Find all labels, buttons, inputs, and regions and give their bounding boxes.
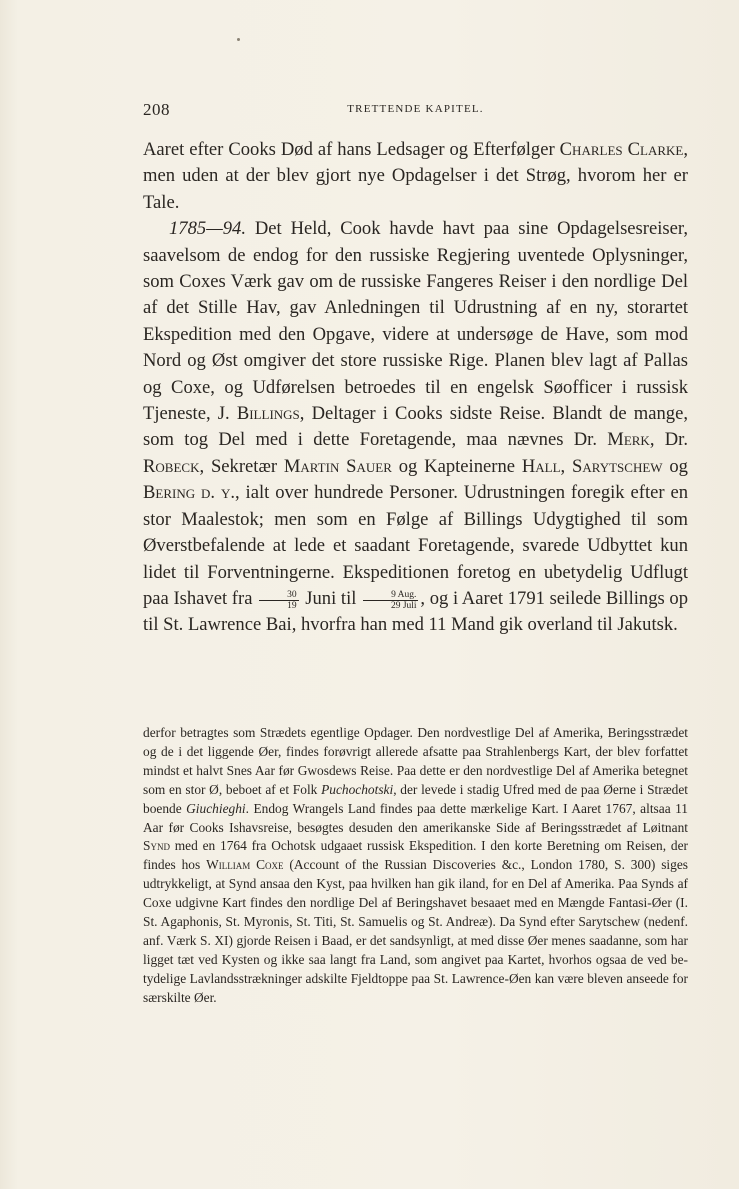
footnote	[143, 724, 688, 1008]
date-fraction-august	[363, 590, 418, 611]
name-martin-sauer: Martin Sauer	[283, 455, 392, 477]
fraction-numerator: 30	[259, 590, 299, 601]
text-run: og	[662, 455, 688, 477]
fraction-denominator: 19	[287, 600, 297, 611]
text-run: , og i Aaret 1791 seilede Billings op til St. Lawrence Bai, hvorfra han med 11 Mand gik overland til Jakutsk.	[143, 587, 688, 636]
text-run: ,	[560, 455, 573, 477]
fraction-numerator: 9 Aug.	[363, 590, 418, 601]
footnote-paragraph	[143, 724, 688, 1008]
text-run: . Endog Wrangels Land findes paa dette mærkelige Kart. I Aaret 1767, altsaa 11 Aar før Cooks Ishavsreise, besøgtes desuden den amerikanske Side af Beringsstrædet af Løitnant	[143, 800, 688, 835]
text-run: med en 1764 fra Ochotsk udgaaet russisk Ekspedition. I den korte Beretning om Reisen, der findes hos	[143, 838, 688, 873]
people-giuchieghi: Giuchieghi	[186, 800, 246, 816]
text-run: , Dr.	[649, 429, 689, 451]
text-run: derfor betragtes som Strædets egentlige Opdager. Den nordvestlige Del af Amerika, Beringsstrædet og de i det liggende Øer, findes forøvrigt allerede afsatte paa Strahlenbergs Kart, der blev forfattet mindst et halvt Snes Aar før Gwosdews Reise. Paa dette er den nordvestlige Del af Amerika betegnet som en stor Ø, beboet af et Folk	[143, 725, 688, 797]
page-header	[143, 100, 688, 122]
year-range: 1785—94.	[169, 218, 246, 240]
paragraph-clarke	[143, 137, 688, 216]
name-billings: Billings	[236, 403, 300, 425]
text-run: , ialt over hundrede Personer. Udrustningen foregik efter en stor Maalestok; men som en Følge af Billings Udygtighed til som Øverstbefalende at lede et saadant Foretagende, svarede Udbyttet kun lidet til Forventningerne. Ekspeditionen foretog en ubetydelig Udflugt paa Ishavet fra	[143, 482, 688, 609]
name-synd: Synd	[143, 838, 170, 854]
name-william-coxe: William Coxe	[206, 857, 284, 873]
fraction-denominator: 29 Juli	[390, 600, 417, 611]
date-fraction-june	[259, 590, 299, 611]
text-run: (Account of the Russian Discoveries &c., London 1780, S. 300) siges udtrykkeligt, at Synd ansaa den Kyst, paa hvilken han gik iland, for en Del af Amerika. Paa Synds af Coxe udgivne Kart findes den nordlige Del af Beringshavet besaaet med en Mængde Fantasi-Øer (I. St. Agaphonis, St. Myronis, St. Titi, St. Samuelis og St. Andreæ). Da Synd efter Sarytschew (nedenf. anf. Værk S. XI) gjorde Reisen i Baad, er det sandsynligt, at med disse Øer menes saadanne, som har ligget tæt ved Kysten og ikke saa langt fra Land, som angivet paa Kartet, hvorhos ogsaa de ved betydelige Lavlandsstrækninger adskilte Fjeldtoppe paa St. Lawrence-Øen kan være bleven anseede for særskilte Øer.	[143, 857, 689, 1005]
text-run: Juni til	[300, 587, 362, 609]
text-run: , der levede i stadig Ufred med de paa Øerne i Strædet boende	[143, 781, 688, 816]
text-run: Det Held, Cook havde havt paa sine Opdagelsesreiser, saavelsom de endog for den russiske Regjering uventede Oplysninger, som Coxes Værk gav om de russiske Fangeres Reiser i den nordlige Del af det Stille Hav, gav Anledningen til Udrustning af en ny, storartet Ekspedition med den Opgave, videre at undersøge de Have, som mod Nord og Øst omgiver det store russiske Rige. Planen blev lagt af Pallas og Coxe, og Udførelsen betroedes til en engelsk Søofficer i russisk Tjeneste, J.	[143, 218, 688, 425]
text-run: Aaret efter Cooks Død af hans Ledsager og Efterfølger	[143, 139, 560, 160]
name-charles-clarke: Charles Clarke	[559, 139, 684, 160]
text-run: , Deltager i Cooks sidste Reise. Blandt de mange, som tog Del med i dette Foretagende, maa nævnes Dr.	[143, 403, 688, 451]
name-sarytschew: Sarytschew	[572, 455, 663, 477]
people-puchochotski: Puchochotski	[321, 781, 394, 797]
running-title: TRETTENDE KAPITEL.	[347, 103, 484, 115]
text-run: , men uden at der blev gjort nye Opdagelser i det Strøg, hvorom her er Tale.	[143, 139, 688, 213]
name-robeck: Robeck	[143, 455, 200, 477]
text-run: og Kapteinerne	[391, 455, 522, 477]
name-merk: Merk	[607, 429, 650, 451]
page-number: 208	[143, 100, 170, 119]
name-hall: Hall	[521, 455, 561, 477]
name-bering: Bering d. y.	[143, 482, 235, 504]
main-text	[143, 137, 688, 639]
text-run: , Sekretær	[199, 455, 284, 477]
page-speck	[237, 38, 240, 41]
paragraph-billings	[143, 216, 688, 639]
